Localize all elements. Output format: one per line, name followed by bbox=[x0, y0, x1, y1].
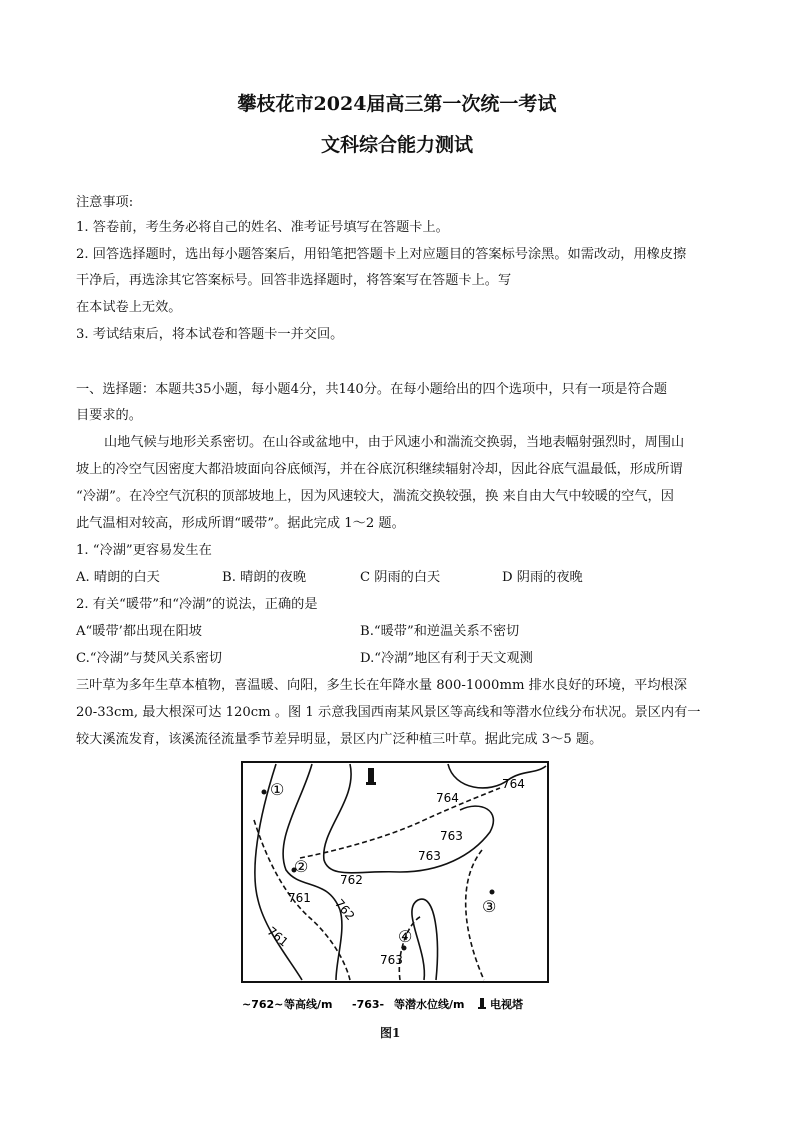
page-title: 攀枝花市2024届高三第一次统一考试 bbox=[237, 93, 557, 115]
option-d: D 阴雨的夜晚 bbox=[502, 570, 583, 585]
notice-item: 1. 答卷前，考生务必将自己的姓名、准考证号填写在答题卡上。 bbox=[76, 220, 449, 235]
tv-tower-icon bbox=[366, 768, 376, 785]
point-label: ④ bbox=[398, 927, 413, 946]
question-stem: 2. 有关“暖带”和“冷湖”的说法，正确的是 bbox=[76, 597, 318, 612]
option-c: C 阴雨的白天 bbox=[360, 570, 441, 585]
contour-line bbox=[283, 764, 342, 980]
contour-label: 762 bbox=[340, 873, 363, 887]
notice-item: 在本试卷上无效。 bbox=[76, 300, 182, 315]
figure-caption: 图1 bbox=[380, 1026, 401, 1040]
section-heading-cont: 目要求的。 bbox=[76, 408, 142, 423]
passage-line: “冷湖”。在冷空气沉积的顶部坡地上，因为风速较大，湍流交换较强，换 来自由大气中较暖的空气，因 bbox=[76, 489, 674, 504]
legend-water-text: 等潜水位线/m bbox=[394, 998, 465, 1011]
point-dot bbox=[262, 790, 267, 795]
notice-heading: 注意事项: bbox=[76, 195, 134, 210]
legend-water-sample: -763- bbox=[352, 998, 385, 1011]
option-b: B. 晴朗的夜晚 bbox=[222, 570, 307, 585]
legend-tower-text: 电视塔 bbox=[490, 998, 523, 1011]
contour-label: 763 bbox=[440, 829, 463, 843]
section-heading: 一、选择题：本题共35小题，每小题4分，共140分。在每小题给出的四个选项中，只有一项是符合题 bbox=[76, 382, 668, 397]
contour-map-figure bbox=[240, 760, 560, 1022]
option-a: A. 晴朗的白天 bbox=[76, 570, 160, 585]
contour-label: 764 bbox=[436, 791, 459, 805]
contour-label: 761 bbox=[288, 891, 311, 905]
contour-label: 763 bbox=[380, 953, 403, 967]
passage-line: 山地气候与地形关系密切。在山谷或盆地中，由于风速小和湍流交换弱，当地表幅射强烈时，周围山 bbox=[104, 435, 685, 450]
contour-line bbox=[324, 764, 494, 873]
notice-item: 3. 考试结束后，将本试卷和答题卡一并交回。 bbox=[76, 327, 344, 342]
passage-line: 坡上的冷空气因密度大都沿坡面向谷底倾泻，并在谷底沉积继续辐射冷却，因此谷底气温最低，形成所谓 bbox=[76, 462, 683, 477]
contour-label: 764 bbox=[502, 777, 525, 791]
passage-line: 此气温相对较高，形成所谓“暖带”。据此完成 1～2 题。 bbox=[76, 516, 405, 531]
contour-label: 761 bbox=[264, 924, 291, 950]
option-a: A“暖带’都出现在阳坡 bbox=[76, 624, 202, 639]
option-c: C.“冷湖”与焚风关系密切 bbox=[76, 651, 222, 666]
page-subtitle: 文科综合能力测试 bbox=[320, 134, 473, 156]
legend-contour-text: 等高线/m bbox=[284, 998, 333, 1011]
notice-item: 2. 回答选择题时，选出每小题答案后，用铅笔把答题卡上对应题目的答案标号涂黑。如需改动，用橡皮擦 bbox=[76, 247, 687, 262]
point-label: ③ bbox=[482, 897, 497, 916]
legend-tower-icon bbox=[478, 998, 486, 1009]
passage-line: 20-33cm, 最大根深可达 120cm 。图 1 示意我国西南某风景区等高线和等潜水位线分布状况。景区内有一 bbox=[76, 705, 701, 720]
notice-item: 干净后，再选涂其它答案标号。回答非选择题时，将答案写在答题卡上。写 bbox=[76, 273, 512, 288]
option-d: D.“冷湖”地区有利于天文观测 bbox=[360, 651, 533, 666]
option-b: B.“暖带”和逆温关系不密切 bbox=[360, 624, 520, 639]
passage-line: 较大溪流发育，该溪流径流量季节差异明显，景区内广泛种植三叶草。据此完成 3～5 题。 bbox=[76, 732, 603, 747]
contour-label: 762 bbox=[332, 896, 358, 923]
passage-line: 三叶草为多年生草本植物，喜温暖、向阳，多生长在年降水量 800-1000mm 排水良好的环境，平均根深 bbox=[76, 678, 687, 693]
contour-line bbox=[412, 899, 438, 980]
contour-line bbox=[448, 764, 546, 788]
contour-label: 763 bbox=[418, 849, 441, 863]
point-dot bbox=[490, 890, 495, 895]
point-dot bbox=[402, 946, 407, 951]
question-stem: 1. “冷湖”更容易发生在 bbox=[76, 543, 212, 558]
point-label: ② bbox=[294, 857, 309, 876]
legend-contour-sample: ~762~ bbox=[242, 998, 284, 1011]
water-table-line bbox=[300, 788, 500, 858]
point-label: ① bbox=[270, 780, 285, 799]
